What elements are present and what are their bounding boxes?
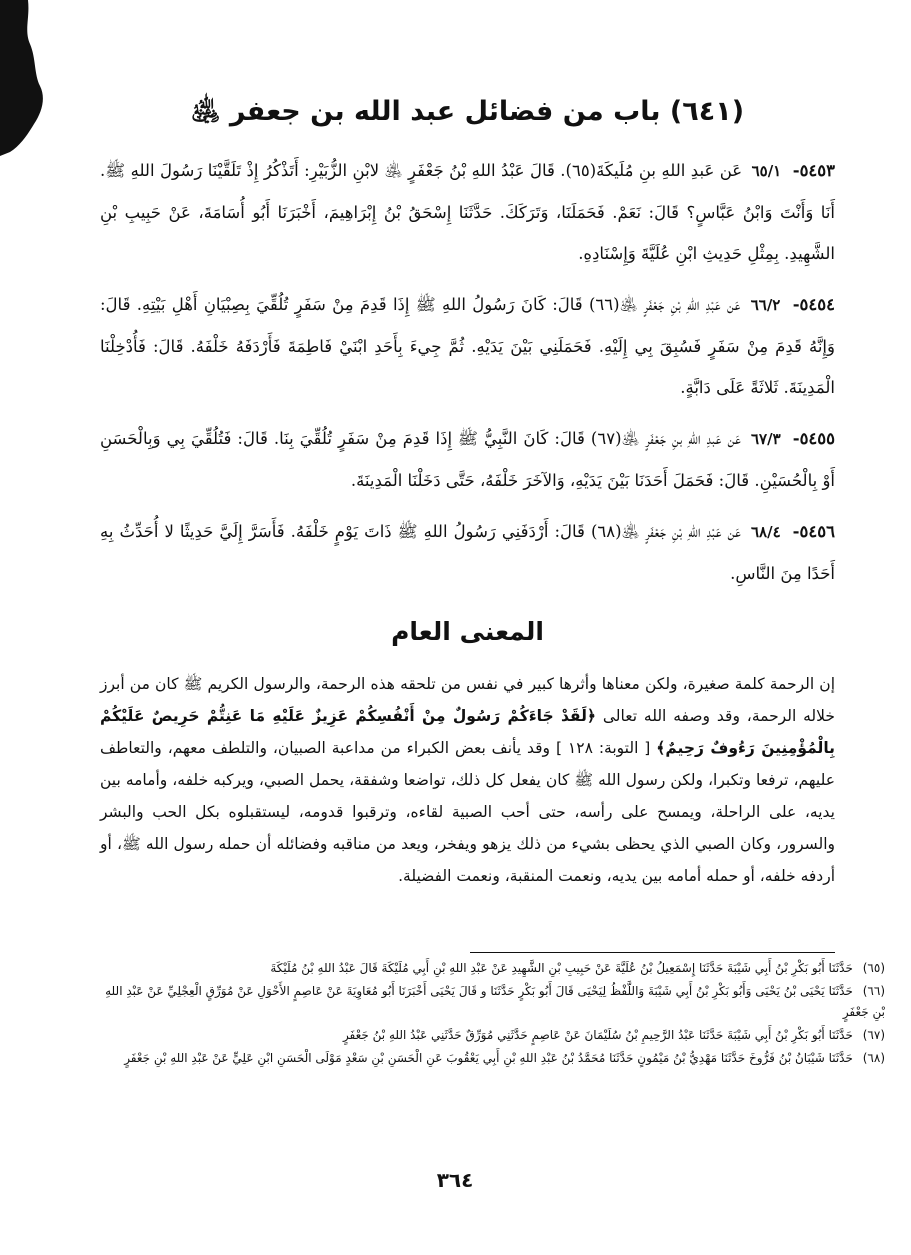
scan-torn-edge — [0, 0, 60, 160]
footnote-number: (٦٨) — [862, 1051, 885, 1065]
hadith-number: ٥٤٥٤- — [792, 295, 835, 314]
hadith-sub-number: ٦٧/٣ — [751, 430, 781, 448]
hadith-text: عَن عَبْدِ اللهِ بْنِ جَعْفَرٍ ﵁(٦٦) قَالَ: كَانَ رَسُولُ اللهِ ﷺ إِذَا قَدِمَ مِنْ سَفَرٍ تُلُقِّيَ بِصِبْيَانِ أَهْلِ بَيْتِهِ. قَالَ: وَإِنَّهُ قَدِمَ مِنْ سَفَرٍ فَسُبِقَ بِي إِلَيْهِ. فَحَمَلَنِي بَيْنَ يَدَيْهِ. ثُمَّ جِيءَ بِأَحَدِ ابْنَيْ فَاطِمَةَ فَأَرْدَفَهُ خَلْفَهُ. قَالَ: فَأُدْخِلْنَا الْمَدِينَةَ. ثَلاثَةً عَلَى دَابَّةٍ. — [100, 295, 835, 397]
hadith-sub-number: ٦٦/٢ — [750, 296, 781, 314]
footnote-68 — [100, 1048, 885, 1069]
hadith-text: عَن عَبدِ اللهِ بنِ جَعْفَرٍ ﵁(٦٧) قَالَ: كَانَ النَّبِيُّ ﷺ إِذَا قَدِمَ مِنْ سَفَرٍ تُلُقِّيَ بِنَا. قَالَ: فَتُلُقِّيَ بِي وَبِالْحَسَنِ أَوْ بِالْحُسَيْنِ. قَالَ: فَحَمَلَ أَحَدَنَا بَيْنَ يَدَيْهِ، وَالآخَرَ خَلْفَهُ، حَتَّى دَخَلْنَا الْمَدِينَةَ. — [100, 429, 835, 490]
hadith-number: ٥٤٥٥- — [792, 429, 836, 448]
footnote-text: حَدَّثَنَا أَبُو بَكْرِ بْنُ أَبِي شَيْبَةَ حَدَّثَنَا عَبْدُ الرَّحِيمِ بْنُ سُلَيْمَانَ عَنْ عَاصِمٍ حَدَّثَنِي مُوَرِّقٌ حَدَّثَنِي عَبْدُ اللهِ بْنُ جَعْفَرٍ — [342, 1028, 853, 1042]
main-content — [100, 88, 835, 892]
hadith-sub-number: ٦٨/٤ — [750, 523, 781, 541]
footnote-65 — [100, 958, 885, 979]
footnote-67 — [100, 1025, 885, 1046]
footnote-number: (٦٧) — [862, 1028, 885, 1042]
chapter-title: (٦٤١) باب من فضائل عبد الله بن جعفر ﵁ — [190, 96, 745, 127]
footnote-divider — [470, 952, 835, 953]
section-title: المعنى العام — [391, 617, 544, 646]
general-meaning-part1: إن الرحمة كلمة صغيرة، ولكن معناها وأثرها كبير في نفس من تلحقه هذه الرحمة، والرسول الكريم ﷺ كان من أبرز خلاله الرحمة، وقد وصفه الله تعالى — [100, 675, 835, 725]
footnote-text: حَدَّثَنَا أَبُو بَكْرِ بْنُ أَبِي شَيْبَةَ حَدَّثَنَا إِسْمَعِيلُ بْنُ عُلَيَّةَ عَنْ حَبِيبِ بْنِ الشَّهِيدِ عَنْ عَبْدِ اللهِ بْنِ أَبِي مُلَيْكَةَ قَالَ عَبْدُ اللهِ بْنُ مُلَيْكَةَ — [270, 961, 853, 975]
hadith-number: ٥٤٥٦- — [792, 522, 835, 541]
general-meaning-text — [100, 668, 835, 892]
general-meaning-part2: [ التوبة: ١٢٨ ] وقد يأنف بعض الكبراء من مداعبة الصبيان، والتلطف معهم، والتعاطف عليهم، ترفعا وتكبرا، ولكن رسول الله ﷺ كان يفعل كل ذلك، تواضعا وشفقة، يحمل الصبي، ويركبه خلفه، وأمامه بين يديه، على الراحلة، ويمسح على رأسه، حتى أحب الصبية لقاءه، وترقبوا قدومه، ليستقبلوه بكل الحب والبشر والسرور، وكان الصبي الذي يحظى بشيء من ذلك يزهو ويفخر، ويعد من مناقبه وفضائله أن حمله رسول الله ﷺ، أو أردفه خلفه، أو حمله أمامه بين يديه، ونعمت المنقبة، ونعمت الفضيلة. — [100, 739, 835, 885]
footnote-number: (٦٥) — [862, 961, 885, 975]
footnotes — [100, 958, 885, 1071]
page-number: ٣٦٤ — [436, 1168, 474, 1192]
footnote-text: حَدَّثَنَا يَحْيَى بْنُ يَحْيَى وَأَبُو بَكْرِ بْنُ أَبِي شَيْبَةَ وَاللَّفْظُ لِيَحْيَى قَالَ أَبُو بَكْرٍ حَدَّثَنَا و قَالَ يَحْيَى أَخْبَرَنَا أَبُو مُعَاوِيَةَ عَنْ عَاصِمٍ الأَحْوَلِ عَنْ مُوَرِّقٍ الْعِجْلِيِّ عَنْ عَبْدِ اللهِ بْنِ جَعْفَرٍ — [105, 984, 885, 1019]
footnote-text: حَدَّثَنَا شَيْبَانُ بْنُ فَرُّوخَ حَدَّثَنَا مَهْدِيُّ بْنُ مَيْمُونٍ حَدَّثَنَا مُحَمَّدُ بْنُ عَبْدِ اللهِ بْنِ أَبِي يَعْقُوبَ عَنِ الْحَسَنِ بْنِ سَعْدٍ مَوْلَى الْحَسَنِ ابْنِ عَلِيٍّ عَنْ عَبْدِ اللهِ بْنِ جَعْفَرٍ — [124, 1051, 853, 1065]
quran-verse: ﴿لَقَدْ جَاءَكُمْ رَسُولٌ مِنْ أَنْفُسِكُمْ عَزِيزٌ عَلَيْهِ مَا عَنِتُّمْ حَرِيصٌ عَلَيْكُمْ بِالْمُؤْمِنِينَ رَءُوفٌ رَحِيمٌ﴾ — [100, 707, 835, 757]
hadith-5453 — [100, 150, 835, 274]
hadith-5454 — [100, 284, 835, 408]
footnote-66 — [100, 981, 885, 1023]
hadith-text: عَن عَبدِ اللهِ بنِ مُلَيكَةَ(٦٥). قَالَ عَبْدُ اللهِ بْنُ جَعْفَرٍ ﵁ لابْنِ الزُّبَيْرِ: أَتَذْكُرُ إِذْ تَلَقَّيْنَا رَسُولَ اللهِ ﷺ. أَنَا وَأَنْتَ وَابْنُ عَبَّاسٍ؟ قَالَ: نَعَمْ. فَحَمَلَنَا، وَتَرَكَكَ. حَدَّثَنَا إِسْحَقُ بْنُ إِبْرَاهِيمَ، أَخْبَرَنَا أَبُو أُسَامَةَ، عَنْ حَبِيبِ بْنِ الشَّهِيدِ. بِمِثْلِ حَدِيثِ ابْنِ عُلَيَّةَ وَإِسْنَادِهِ. — [100, 161, 835, 263]
hadith-sub-number: ٦٥/١ — [751, 162, 782, 180]
hadith-text: عَن عَبْدِ اللهِ بْنِ جَعْفَرٍ ﵁(٦٨) قَالَ: أَرْدَفَنِي رَسُولُ اللهِ ﷺ ذَاتَ يَوْمٍ خَلْفَهُ. فَأَسَرَّ إِلَيَّ حَدِيثًا لا أُحَدِّثُ بِهِ أَحَدًا مِنَ النَّاسِ. — [100, 522, 835, 583]
hadith-number: ٥٤٥٣- — [792, 161, 836, 180]
hadith-5455 — [100, 418, 835, 501]
footnote-number: (٦٦) — [862, 984, 885, 998]
hadith-5456 — [100, 511, 835, 594]
